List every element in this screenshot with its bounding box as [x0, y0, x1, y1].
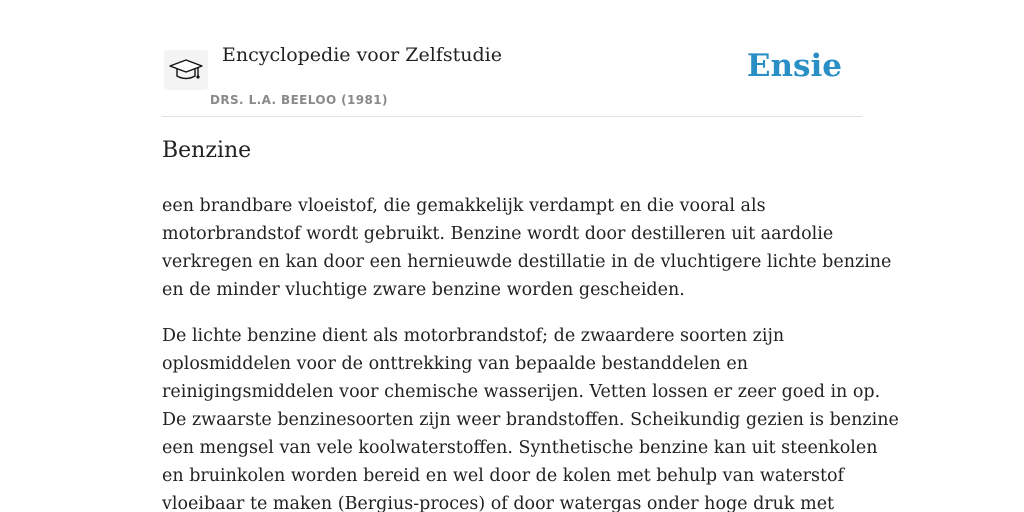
text-line: reinigingsmiddelen voor chemische wasserijen. Vetten lossen er zeer goed in op. [162, 382, 881, 402]
text-line: verkregen en kan door een hernieuwde destillatie in de vluchtigere lichte benzine [162, 252, 892, 272]
text-line: een brandbare vloeistof, die gemakkelijk verdampt en die vooral als [162, 196, 766, 216]
graduation-cap-icon[interactable] [164, 50, 208, 90]
article-title: Benzine [162, 138, 252, 163]
text-line: De zwaarste benzinesoorten zijn weer brandstoffen. Scheikundig gezien is benzine [162, 410, 899, 430]
text-line: oplosmiddelen voor de onttrekking van bepaalde bestanddelen en [162, 354, 748, 374]
brand-logo[interactable]: Ensie [746, 48, 842, 84]
text-line: motorbrandstof wordt gebruikt. Benzine wordt door destilleren uit aardolie [162, 224, 834, 244]
header [162, 0, 862, 117]
text-line: De lichte benzine dient als motorbrandstof; de zwaardere soorten zijn [162, 326, 785, 346]
text-line: en de minder vluchtige zware benzine worden gescheiden. [162, 280, 685, 300]
author-credit[interactable]: DRS. L.A. BEELOO (1981) [210, 93, 388, 107]
book-title[interactable]: Encyclopedie voor Zelfstudie [222, 44, 502, 66]
text-line: en bruinkolen worden bereid en wel door de kolen met behulp van waterstof [162, 466, 845, 486]
text-line: een mengsel van vele koolwaterstoffen. Synthetische benzine kan uit steenkolen [162, 438, 878, 458]
paragraph [162, 192, 892, 304]
article-body [162, 192, 899, 512]
paragraph [162, 322, 899, 512]
text-line: vloeibaar te maken (Bergius-proces) of door watergas onder hoge druk met [162, 494, 835, 512]
